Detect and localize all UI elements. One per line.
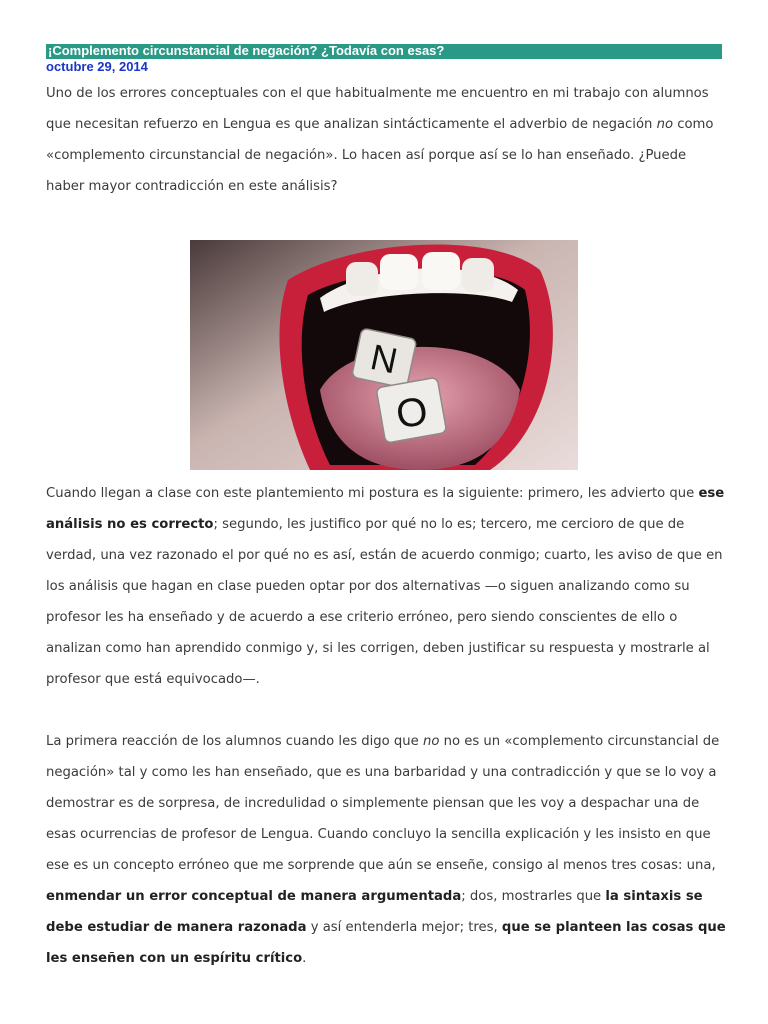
bold-phrase: ese análisis no es correcto	[46, 486, 725, 532]
italic-word: no	[422, 734, 440, 749]
post-image-mouth-no	[190, 240, 578, 470]
bold-phrase: que se planteen las cosas que les enseñen con un espíritu crítico	[46, 920, 726, 966]
tile-letter-o: O	[392, 388, 432, 438]
text-run: Uno de los errores conceptuales con el que habitualmente me encuentro en mi trabajo con alumnos que necesitan refuerzo en Lengua es que analizan sintácticamente el adverbio de negación	[46, 86, 709, 132]
text-run: Cuando llegan a clase con este plantemiento mi postura es la siguiente: primero, les advierto que	[46, 486, 699, 501]
bold-phrase: enmendar un error conceptual de manera argumentada	[46, 889, 462, 904]
text-run: ; dos, mostrarles que	[461, 889, 606, 904]
text-run: y así entenderla mejor; tres,	[306, 920, 502, 935]
bold-phrase: la sintaxis se debe estudiar de manera razonada	[46, 889, 703, 935]
tile-letter-n: N	[367, 336, 402, 382]
paragraph-posture	[46, 478, 726, 695]
post-date: octubre 29, 2014	[46, 59, 148, 74]
text-run: como «complemento circunstancial de negación». Lo hacen así porque así se lo han enseñado. ¿Puede haber mayor contradicción en este análisis?	[46, 117, 714, 194]
mouth-with-no-tiles-illustration	[190, 240, 578, 470]
text-run: no es un «complemento circunstancial de negación» tal y como les han enseñado, que es una barbaridad y una contradicción y que se lo voy a demostrar es de sorpresa, de incredulidad o simplemente piensan que les voy a despachar una de esas ocurrencias de profesor de Lengua. Cuando concluyo la sencilla explicación y les insisto en que ese es un concepto erróneo que me sorprende que aún se enseñe, consigo al menos tres cosas: una,	[46, 734, 720, 873]
italic-word: no	[656, 117, 674, 132]
post-title[interactable]: ¡Complemento circunstancial de negación? ¿Todavía con esas?	[48, 43, 445, 58]
paragraph-intro	[46, 78, 726, 202]
text-run: .	[302, 951, 307, 966]
text-run: ; segundo, les justifico por qué no lo es; tercero, me cercioro de que de verdad, una vez razonado el por qué no es así, están de acuerdo conmigo; cuarto, les aviso de que en los análisis que hagan en clase pueden optar por dos alternativas —o siguen analizando como su profesor les ha enseñado y de acuerdo a ese criterio erróneo, pero siendo conscientes de ello o analizan como han aprendido conmigo y, si les corrigen, deben justificar su respuesta y mostrarle al profesor que está equivocado—.	[46, 517, 723, 687]
paragraph-reaction	[46, 726, 726, 974]
text-run: La primera reacción de los alumnos cuando les digo que	[46, 734, 423, 749]
